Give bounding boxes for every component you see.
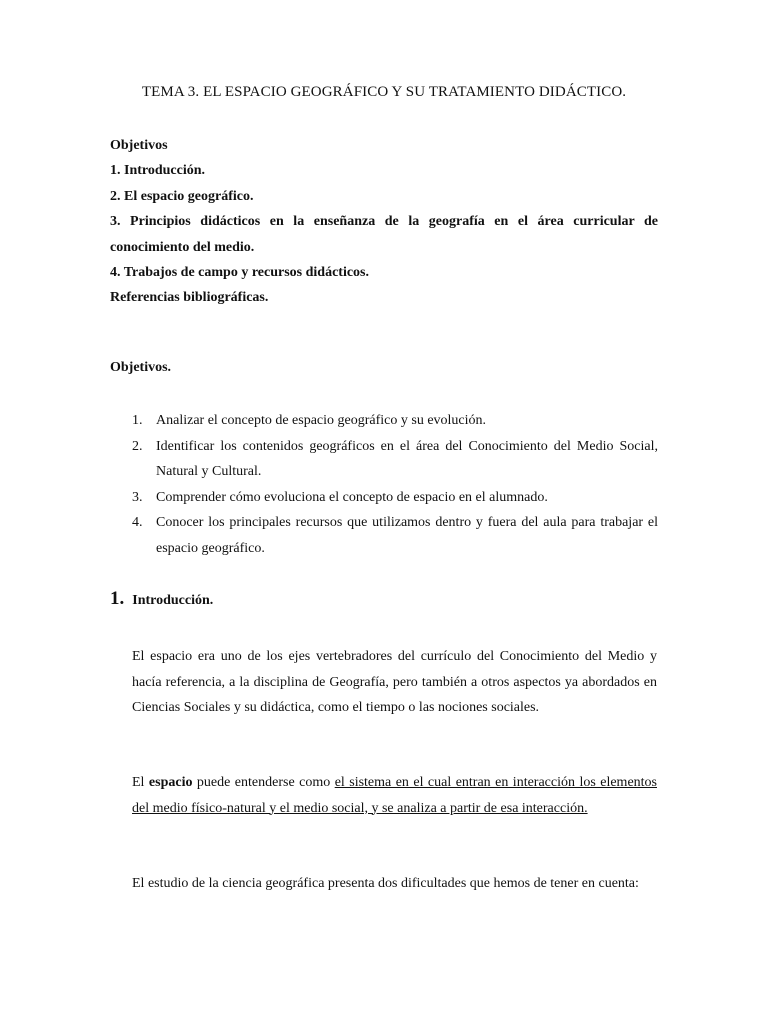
paragraph-2-bold-term: espacio (148, 775, 193, 790)
paragraph-2-lead: El (132, 775, 149, 790)
section-title: Introducción. (132, 593, 214, 608)
objectives-heading: Objetivos. (110, 360, 172, 375)
section-number: 1. (110, 588, 125, 609)
paragraph-1: El espacio era uno de los ejes vertebradores del currículo del Conocimiento del Medio y hacía referencia, a la disciplina de Geografía, pero también a otros aspectos ya abordados en Ciencias Sociales y su didáctica, como el tiempo o las nociones sociales. (132, 649, 657, 715)
list-item-text: Identificar los contenidos geográficos en el área del Conocimiento del Medio Social, Natural y Cultural. (156, 438, 658, 480)
paragraph-3: El estudio de la ciencia geográfica presenta dos dificultades que hemos de tener en cuenta: (132, 876, 639, 891)
toc-objetivos: Objetivos (110, 138, 168, 153)
paragraph-2-underlined-definition: el sistema en el cual entran en interacción los elementos del medio físico-natural y el medio social, y se analiza a partir de esa interacción. (132, 775, 657, 816)
toc-references: Referencias bibliográficas. (110, 290, 269, 306)
list-item-text: Comprender cómo evoluciona el concepto de espacio en el alumnado. (156, 489, 548, 505)
list-item (110, 485, 658, 511)
document-title: TEMA 3. EL ESPACIO GEOGRÁFICO Y SU TRATAMIENTO DIDÁCTICO. (141, 84, 627, 100)
objectives-list (110, 408, 658, 562)
list-item-number: 1. (132, 413, 143, 428)
list-item (110, 434, 658, 485)
list-item-text: Analizar el concepto de espacio geográfico y su evolución. (156, 413, 487, 428)
section-1-heading (110, 588, 213, 610)
toc-item-3-line-1: 3. Principios didácticos en la enseñanza de la geografía en el área curricular de (110, 214, 658, 230)
list-item (110, 408, 658, 434)
table-of-contents (110, 133, 658, 311)
toc-item-2: 2. El espacio geográfico. (110, 188, 254, 204)
paragraph-2-mid: puede entenderse como (192, 775, 335, 790)
toc-item-1: 1. Introducción. (110, 163, 206, 179)
list-item-number: 4. (132, 515, 143, 531)
toc-item-4: 4. Trabajos de campo y recursos didácticos. (110, 265, 369, 281)
toc-item-3-line-2: conocimiento del medio. (110, 239, 255, 255)
list-item (110, 510, 658, 561)
list-item-number: 2. (132, 438, 143, 454)
list-item-text: Conocer los principales recursos que utilizamos dentro y fuera del aula para trabajar el espacio geográfico. (156, 515, 658, 556)
paragraph-2 (132, 770, 657, 821)
list-item-number: 3. (132, 489, 143, 505)
